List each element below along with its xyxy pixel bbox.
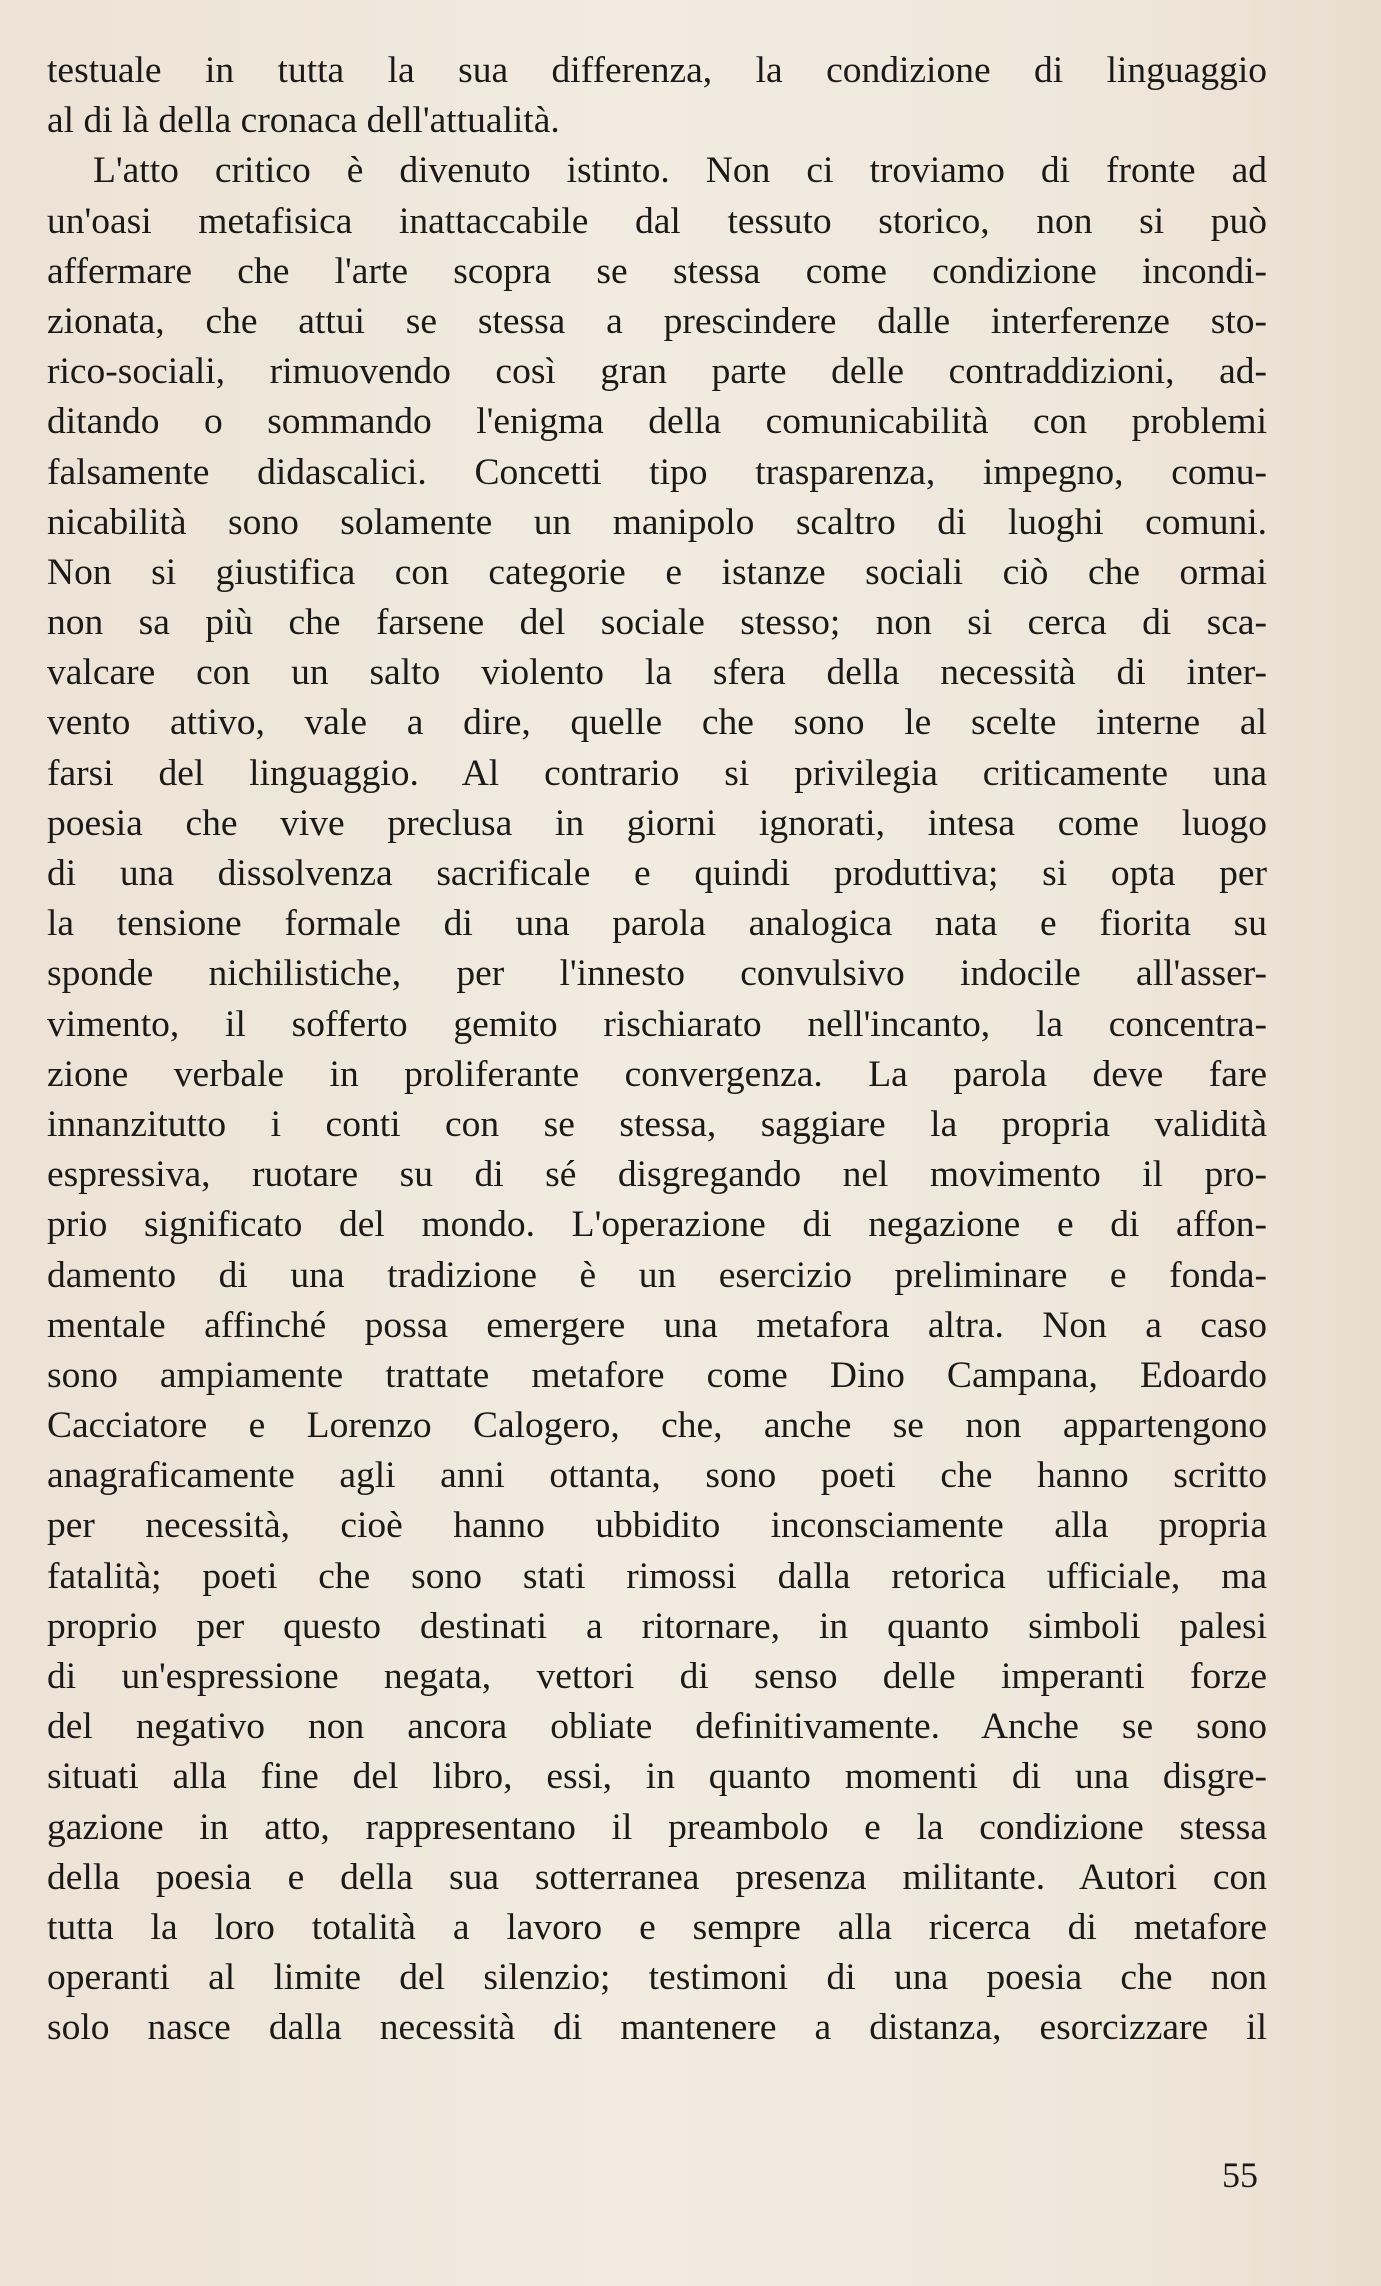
text-line: valcare con un salto violento la sfera della necessità di inter- [47,652,1267,694]
text-line: di una dissolvenza sacrificale e quindi produttiva; si opta per [47,853,1267,894]
text-line: innanzitutto i conti con se stessa, saggiare la propria validità [47,1103,1267,1145]
text-line: situati alla fine del libro, essi, in quanto momenti di una disgre- [47,1756,1267,1798]
page-number: 55 [1222,2155,1258,2195]
text-line: gazione in atto, rappresentano il preambolo e la condizione stessa [47,1806,1267,1848]
text-line: espressiva, ruotare su di sé disgregando nel movimento il pro- [47,1154,1267,1196]
text-line: rico-sociali, rimuovendo così gran parte delle contraddizioni, ad- [47,351,1267,393]
text-line: zionata, che attui se stessa a prescindere dalle interferenze sto- [47,300,1267,342]
text-line: prio significato del mondo. L'operazione di negazione e di affon- [47,1204,1267,1246]
text-line: sponde nichilistiche, per l'innesto convulsivo indocile all'asser- [47,953,1267,995]
text-line: proprio per questo destinati a ritornare, in quanto simboli palesi [47,1605,1267,1647]
text-line: poesia che vive preclusa in giorni ignorati, intesa come luogo [47,802,1267,844]
text-line: Non si giustifica con categorie e istanze sociali ciò che ormai [47,551,1267,593]
text-line: zione verbale in proliferante convergenza. La parola deve fare [47,1053,1267,1095]
text-line: della poesia e della sua sotterranea presenza militante. Autori con [47,1856,1267,1898]
text-line: operanti al limite del silenzio; testimoni di una poesia che non [47,1957,1267,1999]
text-line: Cacciatore e Lorenzo Calogero, che, anche se non appartengono [47,1405,1267,1447]
text-line: vento attivo, vale a dire, quelle che sono le scelte interne al [47,702,1267,744]
text-line: al di là della cronaca dell'attualità. [47,100,560,142]
text-line: affermare che l'arte scopra se stessa come condizione incondi- [47,250,1267,292]
text-line: fatalità; poeti che sono stati rimossi dalla retorica ufficiale, ma [47,1555,1267,1597]
text-line: damento di una tradizione è un esercizio preliminare e fonda- [47,1254,1267,1296]
text-line: tutta la loro totalità a lavoro e sempre alla ricerca di metafore [47,1906,1267,1948]
text-line: testuale in tutta la sua differenza, la condizione di linguaggio [47,50,1267,91]
text-line: L'atto critico è divenuto istinto. Non ci troviamo di fronte ad [93,150,1267,192]
text-line: solo nasce dalla necessità di mantenere a distanza, esorcizzare il [47,2007,1267,2049]
text-line: nicabilità sono solamente un manipolo scaltro di luoghi comuni. [47,501,1267,543]
text-line: ditando o sommando l'enigma della comunicabilità con problemi [47,401,1267,443]
text-line: mentale affinché possa emergere una metafora altra. Non a caso [47,1304,1267,1346]
text-line: non sa più che farsene del sociale stesso; non si cerca di sca- [47,602,1267,644]
body-text [47,46,1267,2054]
text-line: di un'espressione negata, vettori di senso delle imperanti forze [47,1656,1267,1697]
text-line: la tensione formale di una parola analogica nata e fiorita su [47,903,1267,945]
text-line: un'oasi metafisica inattaccabile dal tessuto storico, non si può [47,200,1267,242]
text-line: falsamente didascalici. Concetti tipo trasparenza, impegno, comu- [47,451,1267,493]
text-line: sono ampiamente trattate metafore come Dino Campana, Edoardo [47,1354,1267,1396]
text-line: farsi del linguaggio. Al contrario si privilegia criticamente una [47,752,1267,794]
text-line: per necessità, cioè hanno ubbidito inconsciamente alla propria [47,1505,1267,1547]
text-line: anagraficamente agli anni ottanta, sono poeti che hanno scritto [47,1455,1267,1497]
text-line: vimento, il sofferto gemito rischiarato nell'incanto, la concentra- [47,1003,1267,1045]
text-line: del negativo non ancora obliate definitivamente. Anche se sono [47,1706,1267,1748]
